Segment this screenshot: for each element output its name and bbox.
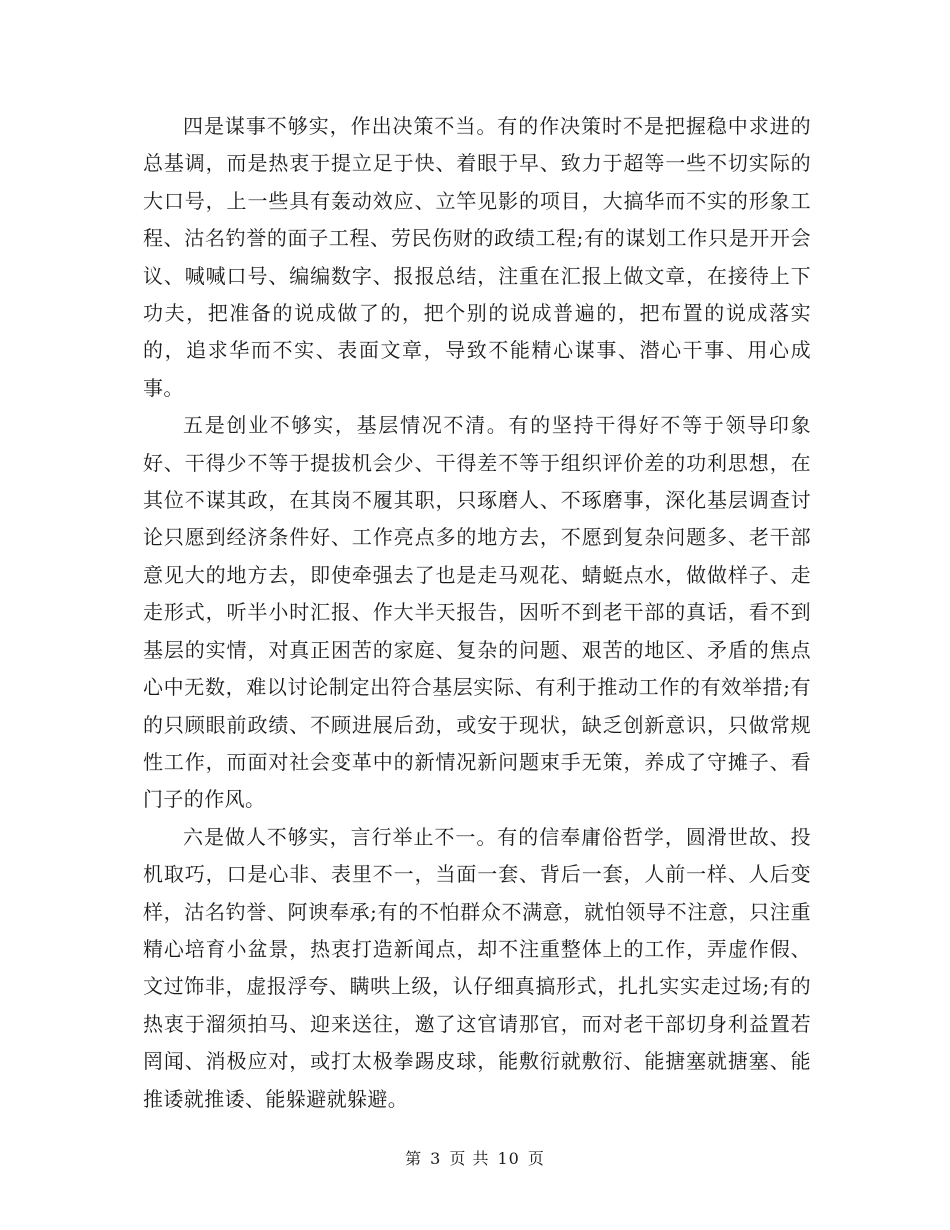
paragraph-6: 六是做人不够实，言行举止不一。有的信奉庸俗哲学，圆滑世故、投机取巧，口是心非、表里不一，当面一套、背后一套，人前一样、人后变样，沽名钓誉、阿谀奉承;有的不怕群众不满意，就怕领导不注意，只注重精心培育小盆景，热衷打造新闻点，却不注重整体上的工作，弄虚作假、文过饰非，虚报浮夸、瞒哄上级，认仔细真搞形式，扎扎实实走过场;有的热衷于溜须拍马、迎来送往，邀了这官请那官，而对老干部切身利益置若罔闻、消极应对，或打太极拳踢皮球，能敷衍就敷衍、能搪塞就搪塞、能推诿就推诿、能躲避就躲避。 [143, 824, 811, 1111]
document-body [143, 108, 811, 1118]
footer-suffix: 页 [527, 1149, 545, 1168]
paragraph-5: 五是创业不够实，基层情况不清。有的坚持干得好不等于领导印象好、干得少不等于提拔机会少、干得差不等于组织评价差的功利思想，在其位不谋其政，在其岗不履其职，只琢磨人、不琢磨事，深化基层调查讨论只愿到经济条件好、工作亮点多的地方去，不愿到复杂问题多、老干部意见大的地方去，即使牵强去了也是走马观花、蜻蜓点水，做做样子、走走形式，听半小时汇报、作大半天报告，因听不到老干部的真话，看不到基层的实情，对真正困苦的家庭、复杂的问题、艰苦的地区、矛盾的焦点心中无数，难以讨论制定出符合基层实际、有利于推动工作的有效举措;有的只顾眼前政绩、不顾进展后劲，或安于现状，缺乏创新意识，只做常规性工作，而面对社会变革中的新情况新问题束手无策，养成了守摊子、看门子的作风。 [143, 413, 811, 812]
footer-middle: 页 共 [449, 1149, 490, 1168]
footer-total-pages: 10 [497, 1149, 520, 1168]
footer-page-number: 3 [430, 1149, 442, 1168]
paragraph-4: 四是谋事不够实，作出决策不当。有的作决策时不是把握稳中求进的总基调，而是热衷于提立足于快、着眼于早、致力于超等一些不切实际的大口号，上一些具有轰动效应、立竿见影的项目，大搞华而不实的形象工程、沽名钓誉的面子工程、劳民伤财的政绩工程;有的谋划工作只是开开会议、喊喊口号、编编数字、报报总结，注重在汇报上做文章，在接待上下功夫，把准备的说成做了的，把个别的说成普遍的，把布置的说成落实的，追求华而不实、表面文章，导致不能精心谋事、潜心干事、用心成事。 [143, 114, 811, 400]
footer-prefix: 第 [405, 1149, 423, 1168]
page-footer [0, 1146, 950, 1169]
